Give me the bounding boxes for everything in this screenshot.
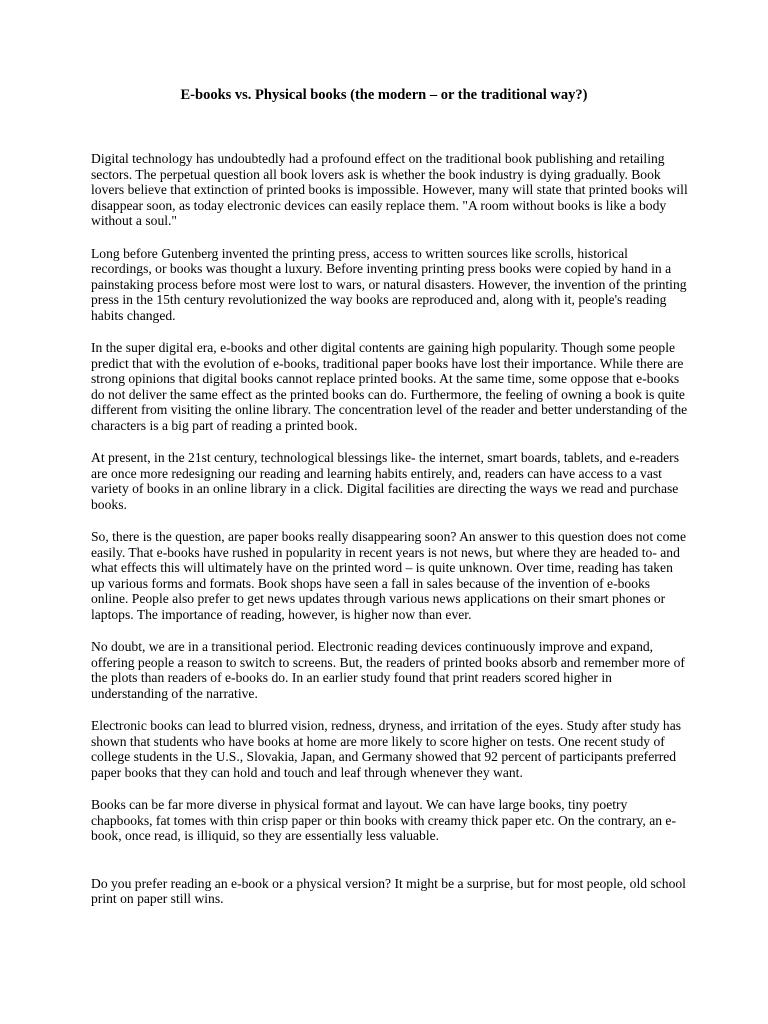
paragraph-8: Books can be far more diverse in physical format and layout. We can have large books, tiny poetry chapbooks, fat tomes with thin crisp paper or thin books with creamy thick paper etc. On the contrary, an e-book, once read, is illiquid, so they are essentially less valuable. (91, 797, 676, 843)
paragraph-3: In the super digital era, e-books and other digital contents are gaining high popularity. Though some people predict that with the evolution of e-books, traditional paper books have lost their importance. While there are strong opinions that digital books cannot replace printed books. At the same time, some oppose that e-books do not deliver the same effect as the printed books can do. Furthermore, the feeling of owning a book is quite different from visiting the online library. The concentration level of the reader and better understanding of the characters is a big part of reading a printed book. (91, 340, 688, 433)
document-title: E-books vs. Physical books (the modern – or the traditional way?) (180, 87, 588, 103)
paragraph-5: So, there is the question, are paper books really disappearing soon? An answer to this question does not come easily. That e-books have rushed in popularity in recent years is not news, but where they are headed to- and what effects this will ultimately have on the printed word – is quite unknown. Over time, reading has taken up various forms and formats. Book shops have seen a fall in sales because of the invention of e-books online. People also prefer to get news updates through various news applications on their smart phones or laptops. The importance of reading, however, is higher now than ever. (91, 529, 686, 622)
paragraph-1: Digital technology has undoubtedly had a profound effect on the traditional book publishing and retailing sectors. The perpetual question all book lovers ask is whether the book industry is dying gradually. Book lovers believe that extinction of printed books is impossible. However, many will state that printed books will disappear soon, as today electronic devices can easily replace them. "A room without books is like a body without a soul." (91, 151, 688, 228)
paragraph-9: Do you prefer reading an e-book or a physical version? It might be a surprise, but for most people, old school print on paper still wins. (91, 875, 686, 906)
paragraph-6: No doubt, we are in a transitional period. Electronic reading devices continuously improve and expand, offering people a reason to switch to screens. But, the readers of printed books absorb and remember more of the plots than readers of e-books do. In an earlier study found that print readers scored higher in understanding of the narrative. (91, 639, 685, 701)
paragraph-2: Long before Gutenberg invented the printing press, access to written sources like scrolls, historical recordings, or books was thought a luxury. Before inventing printing press books were copied by hand in a painstaking process before most were lost to wars, or natural disasters. However, the invention of the printing press in the 15th century revolutionized the way books are reproduced and, along with it, people's reading habits changed. (91, 245, 687, 323)
paragraph-7: Electronic books can lead to blurred vision, redness, dryness, and irritation of the eyes. Study after study has shown that students who have books at home are more likely to score higher on tests. One recent study of college students in the U.S., Slovakia, Japan, and Germany showed that 92 percent of participants preferred paper books that they can hold and touch and leaf through whenever they want. (91, 718, 682, 780)
document-body (91, 151, 689, 924)
paragraph-4: At present, in the 21st century, technological blessings like- the internet, smart boards, tablets, and e-readers are once more redesigning our reading and learning habits entirely, and, readers can have access to a vast variety of books in an online library in a click. Digital facilities are directing the ways we read and purchase books. (91, 450, 680, 512)
